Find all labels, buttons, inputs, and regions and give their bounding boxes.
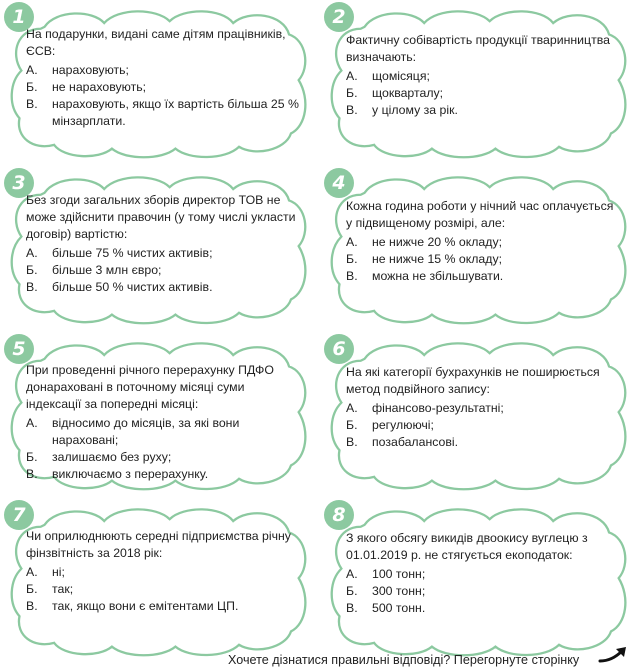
question-number-badge: 4 [324,168,354,198]
option-text: 100 тонн; [372,567,426,581]
option-letter: В. [346,103,358,117]
option-text: щокварталу; [372,86,444,100]
option-letter: В. [346,601,358,615]
answer-option [346,417,620,434]
option-letter: В. [26,97,38,111]
question-body [346,32,620,119]
question-body [26,528,300,615]
option-letter: В. [26,467,38,481]
option-letter: А. [26,565,38,579]
answer-option [26,262,300,279]
question-text: На подарунки, видані саме дітям працівників, ЄСВ: [26,27,286,58]
option-text: більше 3 млн євро; [52,263,162,277]
question-number-badge: 2 [324,2,354,32]
option-text: залишаємо без руху; [52,450,172,464]
option-text: не нараховують; [52,80,147,94]
answer-option [346,102,620,119]
question-body [26,26,300,130]
answer-option [346,85,620,102]
question-card [326,336,636,494]
answer-option [346,268,620,285]
answer-option [26,564,300,581]
question-card [326,502,636,660]
question-text: При проведенні річного перерахунку ПДФО донараховані в поточному місяці суми індексації за попередні місяці: [26,363,274,411]
option-text: фінансово-результатні; [372,401,504,415]
answer-option [346,251,620,268]
question-text: Чи оприлюднюють середні підприємства річну фінзвітність за 2018 рік: [26,529,291,560]
question-text: На які категорії бухрахунків не поширюється метод подвійного запису: [346,365,600,396]
option-text: виключаємо з перерахунку. [52,467,209,481]
answer-option [346,234,620,251]
answer-option [346,600,620,617]
option-letter: В. [346,435,358,449]
answer-option [26,279,300,296]
option-letter: Б. [346,86,358,100]
answer-option [26,245,300,262]
question-card [326,4,636,162]
option-letter: А. [26,63,38,77]
answer-option [26,449,300,466]
option-letter: А. [346,69,358,83]
option-text: 300 тонн; [372,584,426,598]
option-text: нараховують; [52,63,129,77]
question-text: З якого обсягу викидів двоокису вуглецю з 01.01.2019 р. не стягується екоподаток: [346,531,588,562]
option-text: відносимо до місяців, за які вони нараховані; [52,416,240,447]
question-body [346,530,620,617]
page-turn-arrow-icon[interactable] [598,644,630,664]
question-card [326,170,636,328]
question-text: Кожна година роботи у нічний час оплачується у підвищеному розмірі, але: [346,199,614,230]
question-card [6,170,316,328]
option-letter: А. [26,416,38,430]
answer-option [26,415,300,449]
option-text: більше 50 % чистих активів. [52,280,213,294]
option-letter: В. [26,599,38,613]
question-card [6,336,316,494]
option-letter: Б. [26,263,38,277]
question-text: Без згоди загальних зборів директор ТОВ не може здійснити правочин (у тому числі укласти договір) вартістю: [26,193,296,241]
answer-option [26,96,300,130]
option-text: так; [52,582,74,596]
option-letter: Б. [26,450,38,464]
question-card [6,502,316,660]
option-text: щомісяця; [372,69,430,83]
question-number-badge: 8 [324,500,354,530]
option-text: ні; [52,565,65,579]
question-number-badge: 5 [4,334,34,364]
option-letter: А. [26,246,38,260]
answer-option [346,583,620,600]
question-body [346,364,620,451]
option-letter: В. [346,269,358,283]
answer-option [346,400,620,417]
option-letter: В. [26,280,38,294]
answer-option [26,598,300,615]
question-body [346,198,620,285]
option-text: 500 тонн. [372,601,426,615]
question-number-badge: 3 [4,168,34,198]
question-body [26,362,300,483]
option-text: нараховують, якщо їх вартість більша 25 % мінзарплати. [52,97,299,128]
option-letter: А. [346,567,358,581]
answer-option [26,62,300,79]
option-text: більше 75 % чистих активів; [52,246,213,260]
answer-option [26,466,300,483]
question-number-badge: 1 [4,2,34,32]
question-card [6,4,316,162]
option-text: не нижче 20 % окладу; [372,235,503,249]
answer-option [26,79,300,96]
question-text: Фактичну собівартість продукції тваринництва визначають: [346,33,610,64]
option-letter: А. [346,401,358,415]
option-text: у цілому за рік. [372,103,458,117]
option-letter: Б. [346,584,358,598]
answer-option [26,581,300,598]
option-text: регулюючі; [372,418,434,432]
option-letter: Б. [26,80,38,94]
option-text: так, якщо вони є емітентами ЦП. [52,599,239,613]
question-number-badge: 6 [324,334,354,364]
question-number-badge: 7 [4,500,34,530]
option-text: позабалансові. [372,435,459,449]
answer-option [346,434,620,451]
option-text: можна не збільшувати. [372,269,504,283]
option-letter: Б. [346,252,358,266]
option-letter: А. [346,235,358,249]
answer-option [346,68,620,85]
question-body [26,192,300,296]
footer-text: Хочете дізнатися правильні відповіді? Перегорнуте сторінку [228,653,580,667]
option-letter: Б. [346,418,358,432]
option-letter: Б. [26,582,38,596]
option-text: не нижче 15 % окладу; [372,252,503,266]
answer-option [346,566,620,583]
